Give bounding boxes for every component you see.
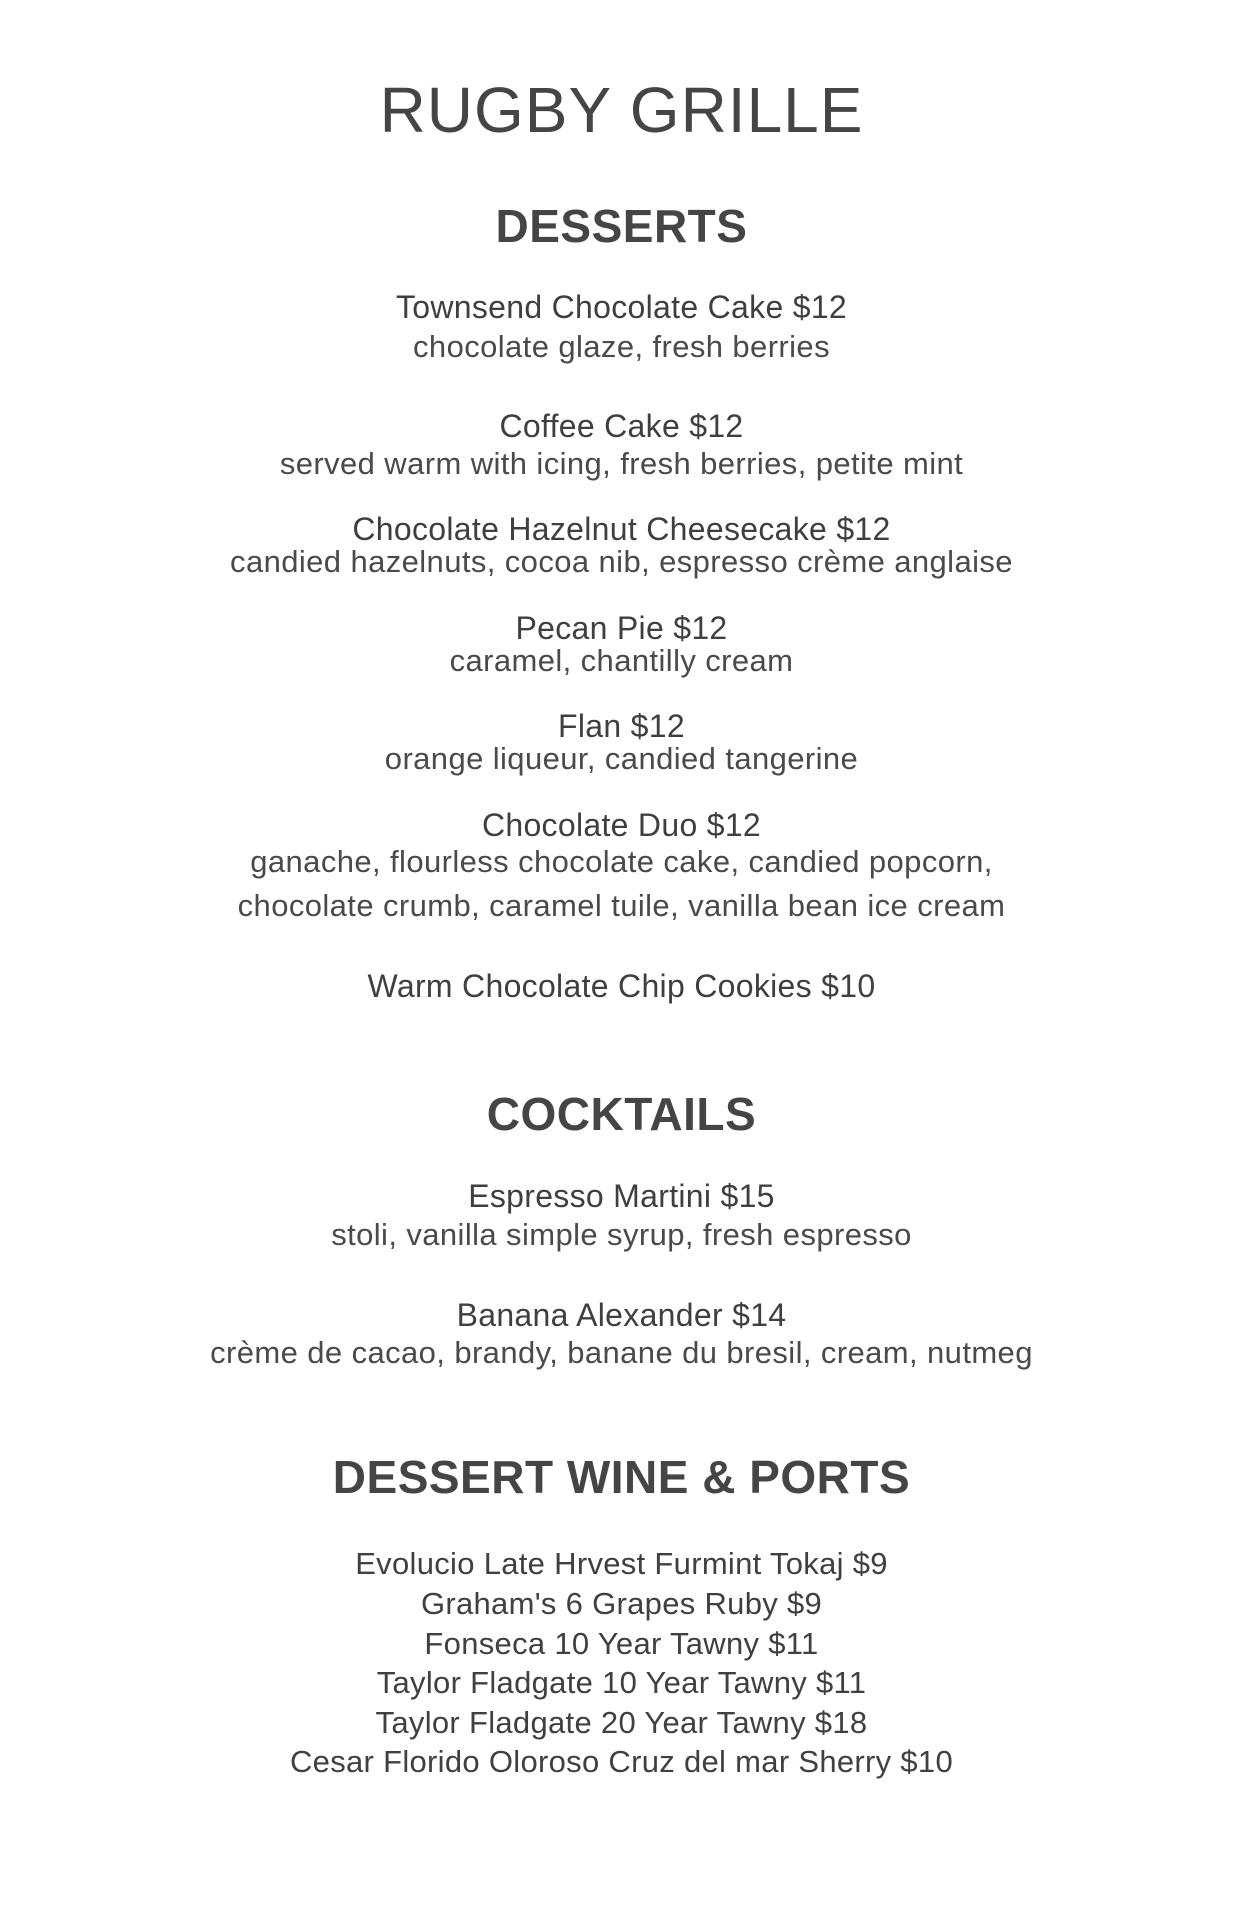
dessert-item-desc: chocolate glaze, fresh berries bbox=[413, 329, 830, 364]
dessert-item-name: Chocolate Duo $12 bbox=[481, 807, 762, 843]
dessert-item-name: Chocolate Hazelnut Cheesecake $12 bbox=[352, 511, 891, 547]
section-title-cocktails: COCKTAILS bbox=[486, 1088, 757, 1140]
cocktail-item-name: Banana Alexander $14 bbox=[456, 1297, 787, 1333]
cocktail-item-desc: crème de cacao, brandy, banane du bresil, cream, nutmeg bbox=[210, 1335, 1033, 1370]
dessert-item-desc: served warm with icing, fresh berries, petite mint bbox=[279, 446, 964, 481]
cocktail-item-name: Espresso Martini $15 bbox=[468, 1178, 775, 1214]
section-title-wines: DESSERT WINE & PORTS bbox=[332, 1451, 911, 1503]
dessert-item-name: Flan $12 bbox=[558, 708, 685, 744]
wine-item: Fonseca 10 Year Tawny $11 bbox=[424, 1626, 819, 1661]
wine-item: Graham's 6 Grapes Ruby $9 bbox=[420, 1586, 823, 1621]
restaurant-title: RUGBY GRILLE bbox=[379, 74, 864, 146]
dessert-item-name: Warm Chocolate Chip Cookies $10 bbox=[367, 968, 876, 1004]
wine-item: Taylor Fladgate 10 Year Tawny $11 bbox=[376, 1665, 867, 1700]
section-title-desserts: DESSERTS bbox=[495, 200, 748, 252]
cocktail-item-desc: stoli, vanilla simple syrup, fresh espresso bbox=[331, 1217, 912, 1252]
dessert-item-desc: candied hazelnuts, cocoa nib, espresso crème anglaise bbox=[230, 544, 1013, 579]
dessert-item-desc: chocolate crumb, caramel tuile, vanilla bean ice cream bbox=[237, 888, 1006, 923]
wine-item: Cesar Florido Oloroso Cruz del mar Sherry $10 bbox=[289, 1744, 954, 1779]
dessert-item-desc: caramel, chantilly cream bbox=[449, 643, 794, 678]
dessert-item-name: Townsend Chocolate Cake $12 bbox=[395, 289, 848, 325]
wine-item: Taylor Fladgate 20 Year Tawny $18 bbox=[375, 1705, 868, 1740]
dessert-item-desc: ganache, flourless chocolate cake, candied popcorn, bbox=[250, 844, 993, 879]
dessert-item-desc: orange liqueur, candied tangerine bbox=[384, 741, 859, 776]
wine-item: Evolucio Late Hrvest Furmint Tokaj $9 bbox=[355, 1546, 888, 1581]
dessert-item-name: Coffee Cake $12 bbox=[499, 408, 744, 444]
dessert-item-name: Pecan Pie $12 bbox=[515, 610, 728, 646]
